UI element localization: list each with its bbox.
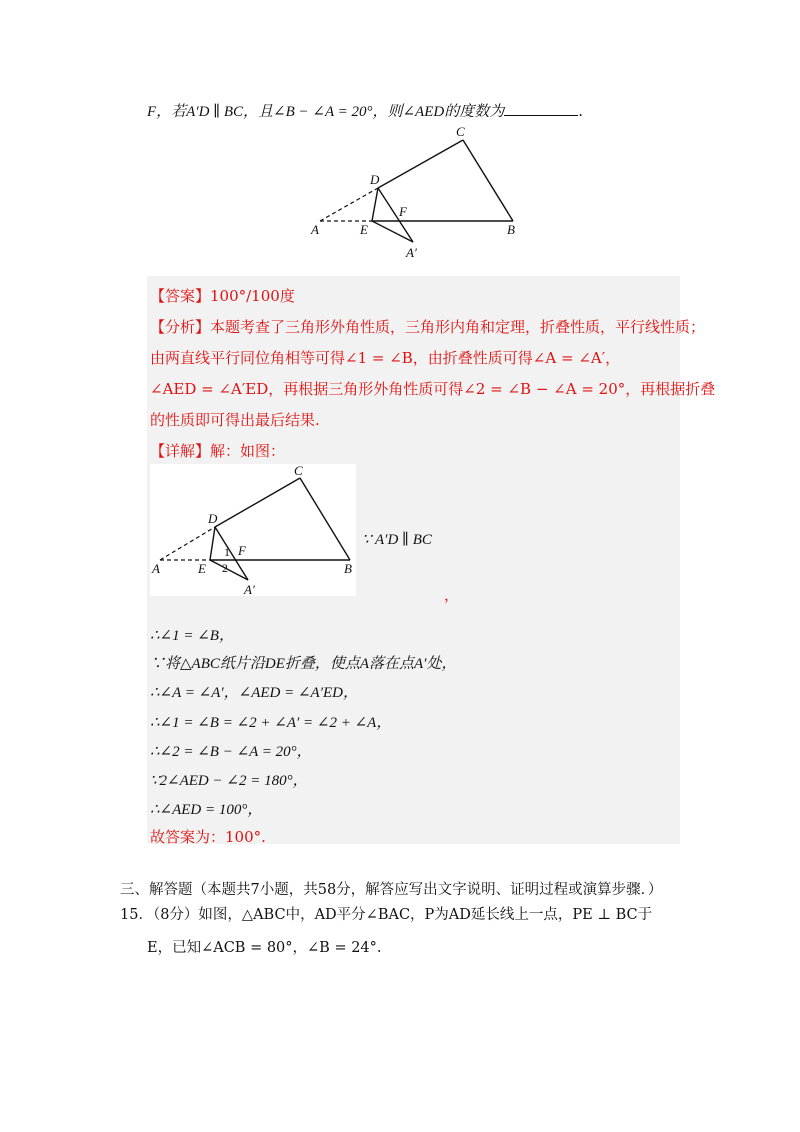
label-c: C: [456, 124, 465, 139]
label-f: F: [399, 204, 407, 219]
step-6: ∵2∠AED − ∠2 = 180°，: [150, 773, 308, 789]
segment-cb: [300, 478, 350, 560]
label-b: B: [507, 222, 515, 237]
label-a: A: [311, 222, 319, 237]
answer-line: 【答案】100°/100度: [150, 287, 295, 305]
label-f: F: [238, 543, 246, 558]
segment-dc: [215, 478, 300, 527]
dashed-segment-ad: [160, 527, 215, 560]
label-d: D: [208, 511, 218, 526]
label-d: D: [370, 172, 380, 187]
segment-cb: [463, 140, 513, 221]
label-a: A: [152, 561, 160, 576]
analysis-line-3: ∠AED = ∠A′ED，再根据三角形外角性质可得∠2 = ∠B − ∠A = 20°，再根据折叠: [150, 380, 716, 398]
label-b: B: [344, 561, 352, 576]
label-a-prime: A′: [406, 245, 417, 260]
answer-blank: [504, 101, 578, 116]
question-15-line-1: 15．（8分）如图，△ABC中，AD平分∠BAC，P为AD延长线上一点，PE ⊥ BC于: [120, 907, 653, 923]
label-c: C: [294, 464, 303, 478]
question-15-line-2: E，已知∠ACB = 80°，∠B = 24°.: [147, 940, 382, 956]
step-2: ∵将△ABC纸片沿DE折叠，使点A落在点A′处，: [150, 656, 457, 672]
label-a-prime: A′: [244, 582, 255, 596]
label-e: E: [198, 561, 206, 576]
question-end: .: [578, 102, 583, 120]
because-parallel: ∵ A′D ∥ BC: [362, 532, 432, 548]
step-4: ∴∠1 = ∠B = ∠2 + ∠A′ = ∠2 + ∠A，: [150, 715, 392, 731]
label-e: E: [360, 222, 368, 237]
detail-heading: 【详解】解：如图：: [150, 442, 286, 460]
final-answer: 故答案为：100°.: [150, 828, 266, 846]
analysis-line-1: 【分析】本题考查了三角形外角性质，三角形内角和定理，折叠性质，平行线性质；: [150, 318, 706, 336]
analysis-line-4: 的性质即可得出最后结果.: [150, 411, 320, 429]
fold-line-de: [372, 188, 378, 221]
analysis-line-2: 由两直线平行同位角相等可得∠1 = ∠B，由折叠性质可得∠A = ∠A′，: [150, 349, 621, 367]
step-7: ∴∠AED = 100°，: [150, 802, 263, 818]
trailing-comma: ，: [444, 586, 460, 604]
section-title: 三、解答题（本题共7小题，共58分，解答应写出文字说明、证明过程或演算步骤．）: [120, 882, 663, 898]
question-text: F，若A′D ∥ BC，且∠B − ∠A = 20°，则∠AED的度数为: [147, 104, 505, 120]
label-angle-2: 2: [222, 561, 228, 575]
fold-line-de: [210, 527, 215, 560]
step-5: ∴∠2 = ∠B − ∠A = 20°，: [150, 744, 312, 760]
label-angle-1: 1: [224, 545, 230, 559]
step-3: ∴∠A = ∠A′，∠AED = ∠A′ED，: [150, 685, 358, 701]
segment-da2: [378, 188, 413, 242]
dashed-segment-ad: [320, 188, 378, 221]
step-1: ∴∠1 = ∠B，: [150, 628, 234, 644]
segment-dc: [378, 140, 463, 188]
geometry-figure-2: [150, 464, 356, 596]
geometry-figure-1: [300, 118, 540, 268]
